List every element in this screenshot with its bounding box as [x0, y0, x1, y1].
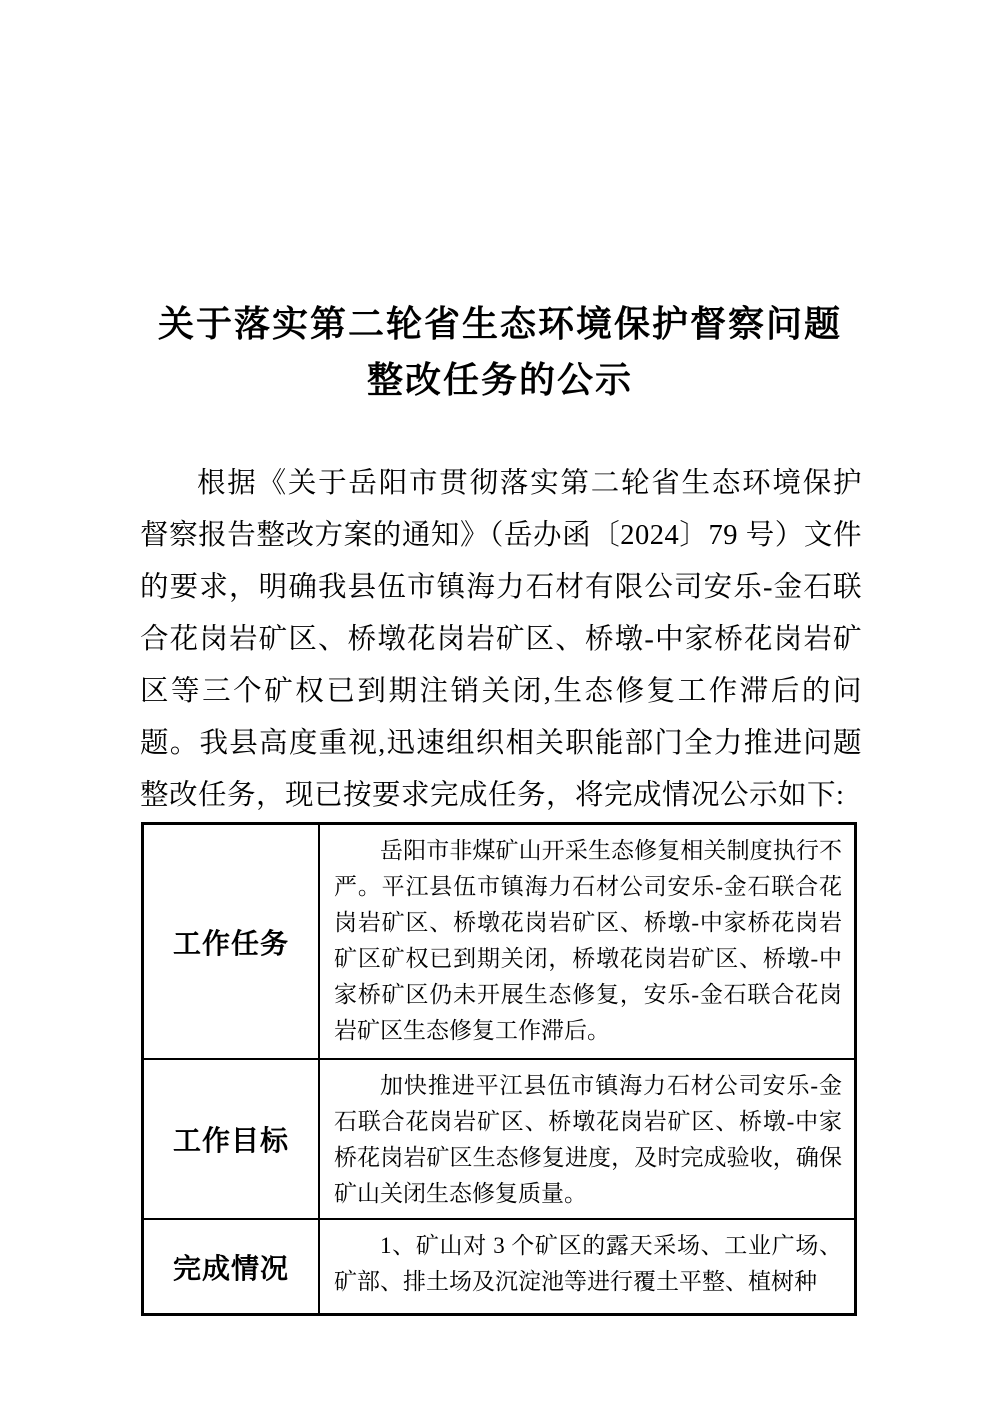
title-line-2: 整改任务的公示	[366, 360, 633, 400]
work-tasks-text: 岳阳市非煤矿山开采生态修复相关制度执行不严。平江县伍市镇海力石材公司安乐-金石联合花岗岩矿区、桥墩花岗岩矿区、桥墩-中家桥花岗岩矿区矿权已到期关闭，桥墩花岗岩矿区、桥墩-中家桥矿区仍未开展生态修复，安乐-金石联合花岗岩矿区生态修复工作滞后。	[334, 838, 842, 1043]
table-row-work-goals	[143, 1059, 856, 1219]
intro-paragraph: 根据《关于岳阳市贯彻落实第二轮省生态环境保护督察报告整改方案的通知》（岳办函〔2024〕79 号）文件的要求，明确我县伍市镇海力石材有限公司安乐-金石联合花岗岩矿区、桥墩花岗岩矿区、桥墩-中家桥花岗岩矿区等三个矿权已到期注销关闭,生态修复工作滞后的问题。我县高度重视,迅速组织相关职能部门全力推进问题整改任务，现已按要求完成任务，将完成情况公示如下:	[140, 468, 862, 811]
row-label-work-goals: 工作目标	[143, 1059, 320, 1219]
rectification-table	[141, 822, 857, 1316]
work-goals-text: 加快推进平江县伍市镇海力石材公司安乐-金石联合花岗岩矿区、桥墩花岗岩矿区、桥墩-中家桥花岗岩矿区生态修复进度，及时完成验收，确保矿山关闭生态修复质量。	[334, 1073, 842, 1206]
row-content-work-tasks	[319, 824, 856, 1060]
title-line-1: 关于落实第二轮省生态环境保护督察问题	[157, 304, 842, 344]
completion-status-text: 1、矿山对 3 个矿区的露天采场、工业广场、矿部、排土场及沉淀池等进行覆土平整、植树种	[334, 1233, 842, 1294]
row-label-completion-status: 完成情况	[143, 1219, 320, 1315]
row-content-work-goals	[319, 1059, 856, 1219]
document-title	[0, 0, 1000, 408]
row-content-completion-status	[319, 1219, 856, 1315]
row-label-work-tasks: 工作任务	[143, 824, 320, 1060]
table-row-work-tasks	[143, 824, 856, 1060]
table-row-completion-status	[143, 1219, 856, 1315]
